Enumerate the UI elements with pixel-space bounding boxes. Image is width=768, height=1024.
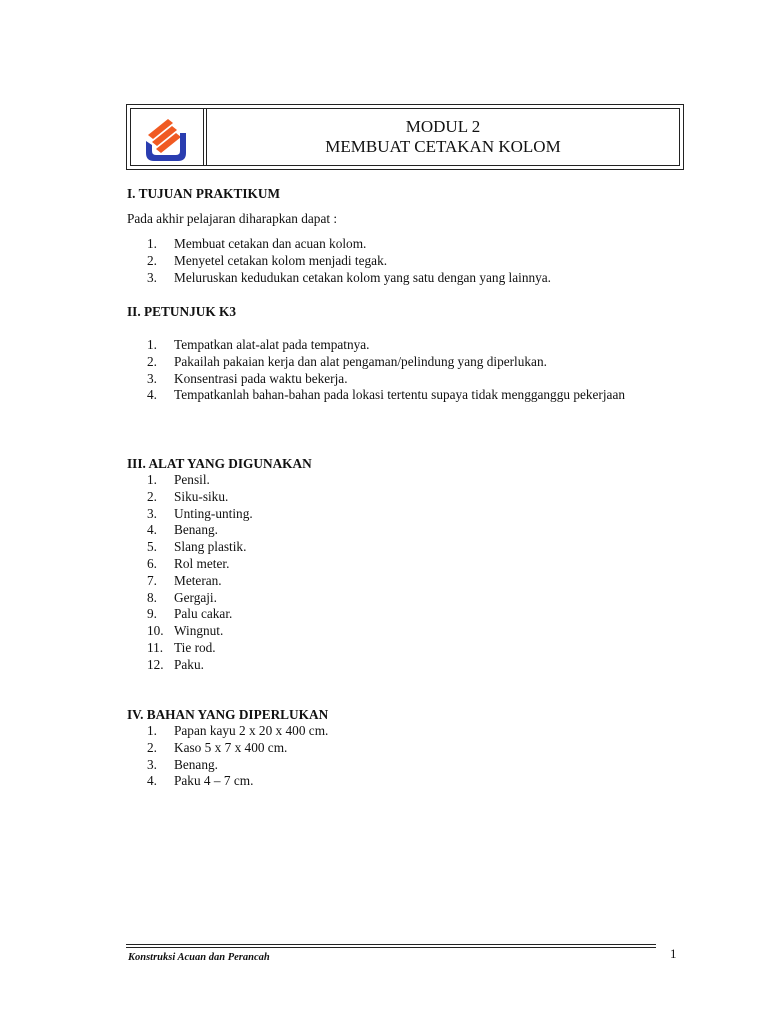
- list-item: 4. Tempatkanlah bahan-bahan pada lokasi tertentu supaya tidak mengganggu pekerjaan: [147, 387, 625, 403]
- module-title: MEMBUAT CETAKAN KOLOM: [325, 137, 561, 156]
- list-item: 11. Tie rod.: [147, 639, 216, 655]
- list-item: 1. Tempatkan alat-alat pada tempatnya.: [147, 337, 370, 352]
- section-intro-tujuan: Pada akhir pelajaran diharapkan dapat :: [127, 211, 338, 226]
- page-number: 1: [670, 946, 677, 961]
- list-item: 2. Kaso 5 x 7 x 400 cm.: [147, 739, 288, 755]
- list-item: 4. Paku 4 – 7 cm.: [147, 773, 254, 789]
- section-heading-k3: II. PETUNJUK K3: [127, 304, 236, 319]
- list-item: 3. Unting-unting.: [147, 505, 253, 521]
- list-item: 10. Wingnut.: [147, 623, 224, 639]
- list-item: 7. Meteran.: [147, 572, 222, 588]
- list-item: 9. Palu cakar.: [147, 606, 233, 622]
- section-heading-tujuan: I. TUJUAN PRAKTIKUM: [127, 186, 281, 201]
- list-item: 3. Benang.: [147, 756, 218, 772]
- list-item: 8. Gergaji.: [147, 589, 217, 605]
- list-k3: [147, 337, 644, 404]
- list-item: 2. Pakailah pakaian kerja dan alat pengaman/pelindung yang diperlukan.: [147, 353, 547, 369]
- list-item: 1. Membuat cetakan dan acuan kolom.: [147, 236, 367, 251]
- footer-rule: [126, 947, 656, 948]
- logo-cell: [131, 109, 204, 165]
- footer-rule: [126, 944, 656, 945]
- list-item: 1. Pensil.: [147, 472, 210, 487]
- footer-text: Konstruksi Acuan dan Perancah: [128, 952, 270, 963]
- list-item: 4. Benang.: [147, 522, 218, 538]
- title-cell: [207, 109, 679, 165]
- list-tujuan: [147, 236, 551, 286]
- section-heading-alat: III. ALAT YANG DIGUNAKAN: [127, 456, 312, 471]
- list-item: 3. Meluruskan kedudukan cetakan kolom yang satu dengan yang lainnya.: [147, 269, 552, 285]
- list-alat: [147, 472, 253, 674]
- list-item: 6. Rol meter.: [147, 555, 230, 571]
- module-number: MODUL 2: [405, 117, 481, 136]
- section-heading-bahan: IV. BAHAN YANG DIPERLUKAN: [127, 707, 329, 722]
- list-bahan: [147, 723, 328, 790]
- list-item: 5. Slang plastik.: [147, 539, 247, 555]
- module-header-box: [126, 104, 684, 170]
- module-header-inner: [130, 108, 680, 166]
- institution-logo-icon: [142, 115, 194, 167]
- list-item: 2. Menyetel cetakan kolom menjadi tegak.: [147, 252, 388, 268]
- list-item: 3. Konsentrasi pada waktu bekerja.: [147, 370, 348, 386]
- list-item: 1. Papan kayu 2 x 20 x 400 cm.: [147, 723, 329, 738]
- list-item: 2. Siku-siku.: [147, 488, 229, 504]
- list-item: 12. Paku.: [147, 656, 204, 672]
